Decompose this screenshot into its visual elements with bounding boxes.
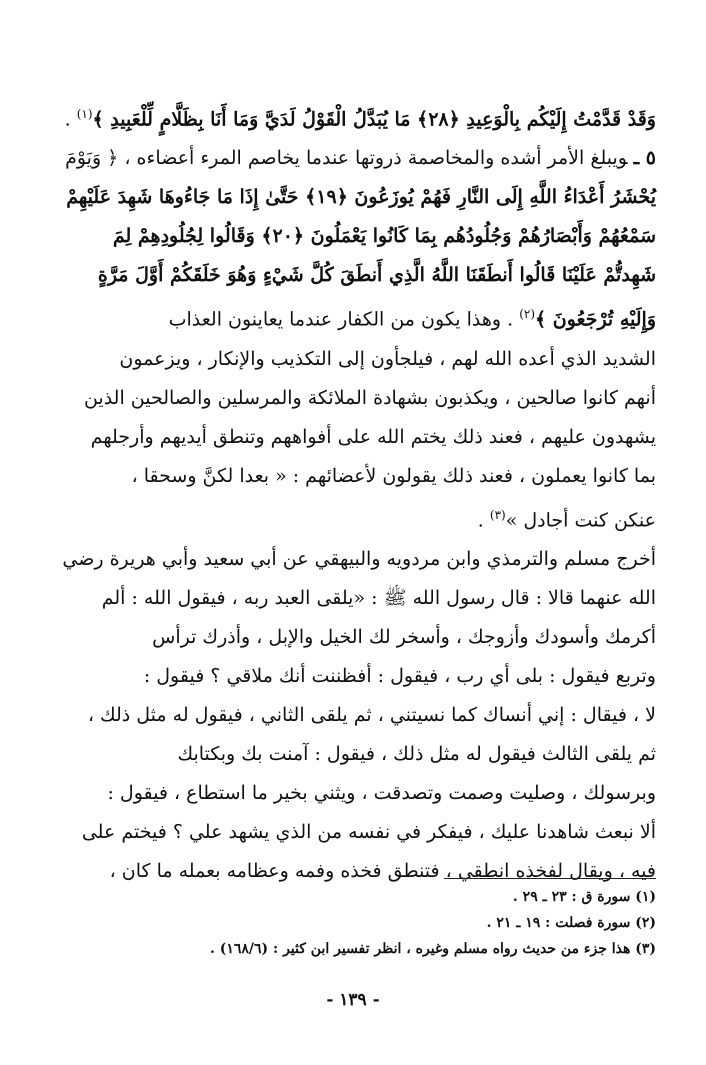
footnote-ref: (٣) — [489, 507, 506, 522]
text-line: أكرمك وأسودك وأزوجك ، وأسخر لك الخيل والإبل ، وأذرك ترأس — [152, 625, 656, 648]
item-number: ٥ ـ — [633, 147, 656, 170]
quran-verse: وَإِلَيْهِ تُرْجَعُونَ ﴾ — [535, 308, 656, 331]
text-line: يشهدون عليهم ، فعند ذلك يختم الله على أفواههم وتنطق أيديهم وأرجلهم — [90, 425, 656, 448]
text-line: فيه ، ويقال لفخذه انطقي ، فتنطق فخذه وفمه وعظامه بعمله ما كان ، — [109, 859, 656, 882]
text-line: أنهم كانوا صالحين ، ويكذبون بشهادة الملائكة والمرسلين والصالحين الذين — [83, 386, 656, 409]
punctuation: . — [477, 508, 484, 531]
text-line: وبرسولك ، وصليت وصمت وتصدقت ، ويثني بخير ما استطاع ، فيقول : — [107, 781, 656, 804]
text-line — [40, 496, 656, 540]
quran-verse: وَقَدْ قَدَّمْتُ إِلَيْكُم بِالْوَعِيدِ ﴿٢٨﴾ مَا يُبَدَّلُ الْقَوْلُ لَدَيَّ وَمَا أَنَا بِظَلَّامٍ لِّلْعَبِيدِ ﴾ — [92, 108, 656, 131]
quran-verse: شَهِدتُّمْ عَلَيْنَا قَالُوا أَنطَقَنَا اللَّهُ الَّذِي أَنطَقَ كُلَّ شَيْءٍ وَهُوَ خَلَقَكُمْ أَوَّلَ مَرَّةٍ — [97, 264, 656, 287]
page-number: - ١٣٩ - — [326, 990, 380, 1010]
paragraph-text: عنكن كنت أجادل » — [505, 508, 656, 531]
text-line: وتربع فيقول : بلى أي رب ، فيقول : أفظننت أنك ملاقي ؟ فيقول : — [143, 664, 656, 687]
paragraph-text: . وهذا يكون من الكفار عندما يعاينون العذاب — [168, 308, 514, 331]
quran-verse: سَمْعُهُمْ وَأَبْصَارُهُمْ وَجُلُودُهُم بِمَا كَانُوا يَعْمَلُونَ ﴿٢٠﴾ وَقَالُوا لِجُلُودِهِمْ لِمَ — [112, 225, 656, 248]
footnote-1: (١) سورة ق : ٢٣ ـ ٢٩ . — [512, 889, 656, 905]
text-line — [40, 95, 656, 139]
footnotes — [40, 884, 656, 962]
text-line: ثم يلقى الثالث فيقول له مثل ذلك ، فيقول : آمنت بك وبكتابك — [177, 742, 656, 765]
text-line: الله عنهما قالا : قال رسول الله ﷺ : «يلقى العبد ربه ، فيقول الله : ألم — [101, 586, 656, 609]
text-line: لا ، فيقال : إني أنساك كما نسيتني ، ثم يلقى الثاني ، فيقول له مثل ذلك ، — [87, 703, 656, 726]
footnote-divider — [444, 878, 656, 879]
footnote-3: (٣) هذا جزء من حديث رواه مسلم وغيره ، انظر تفسير ابن كثير : (١٦٨/٦) . — [209, 941, 656, 957]
footnote-2: (٢) سورة فصلت : ١٩ ـ ٢١ . — [486, 915, 656, 931]
main-text — [40, 95, 656, 891]
paragraph-text: ويبلغ الأمر أشده والمخاصمة ذروتها عندما يخاصم المرء أعضاءه ، ﴿ وَيَوْمَ — [65, 147, 628, 170]
footnote-ref: (٢) — [519, 307, 536, 322]
quran-verse: يُحْشَرُ أَعْدَاءُ اللَّهِ إِلَى النَّارِ فَهُمْ يُوزَعُونَ ﴿١٩﴾ حَتَّىٰ إِذَا مَا جَاءُوهَا شَهِدَ عَلَيْهِمْ — [66, 186, 656, 209]
text-line: ألا نبعث شاهدنا عليك ، فيفكر في نفسه من الذي يشهد علي ؟ فيختم على — [81, 820, 656, 843]
text-line — [40, 139, 656, 178]
punctuation: . — [64, 108, 71, 131]
text-line: بما كانوا يعملون ، فعند ذلك يقولون لأعضائهم : « بعدا لكنَّ وسحقا ، — [131, 464, 656, 487]
footnote-ref: (١) — [76, 107, 93, 121]
text-line — [40, 295, 656, 339]
text-line: أخرج مسلم والترمذي وابن مردويه والبيهقي عن أبي سعيد وأبي هريرة رضي — [62, 547, 656, 570]
text-line: الشديد الذي أعده الله لهم ، فيلجأون إلى التكذيب والإنكار ، ويزعمون — [119, 347, 656, 370]
